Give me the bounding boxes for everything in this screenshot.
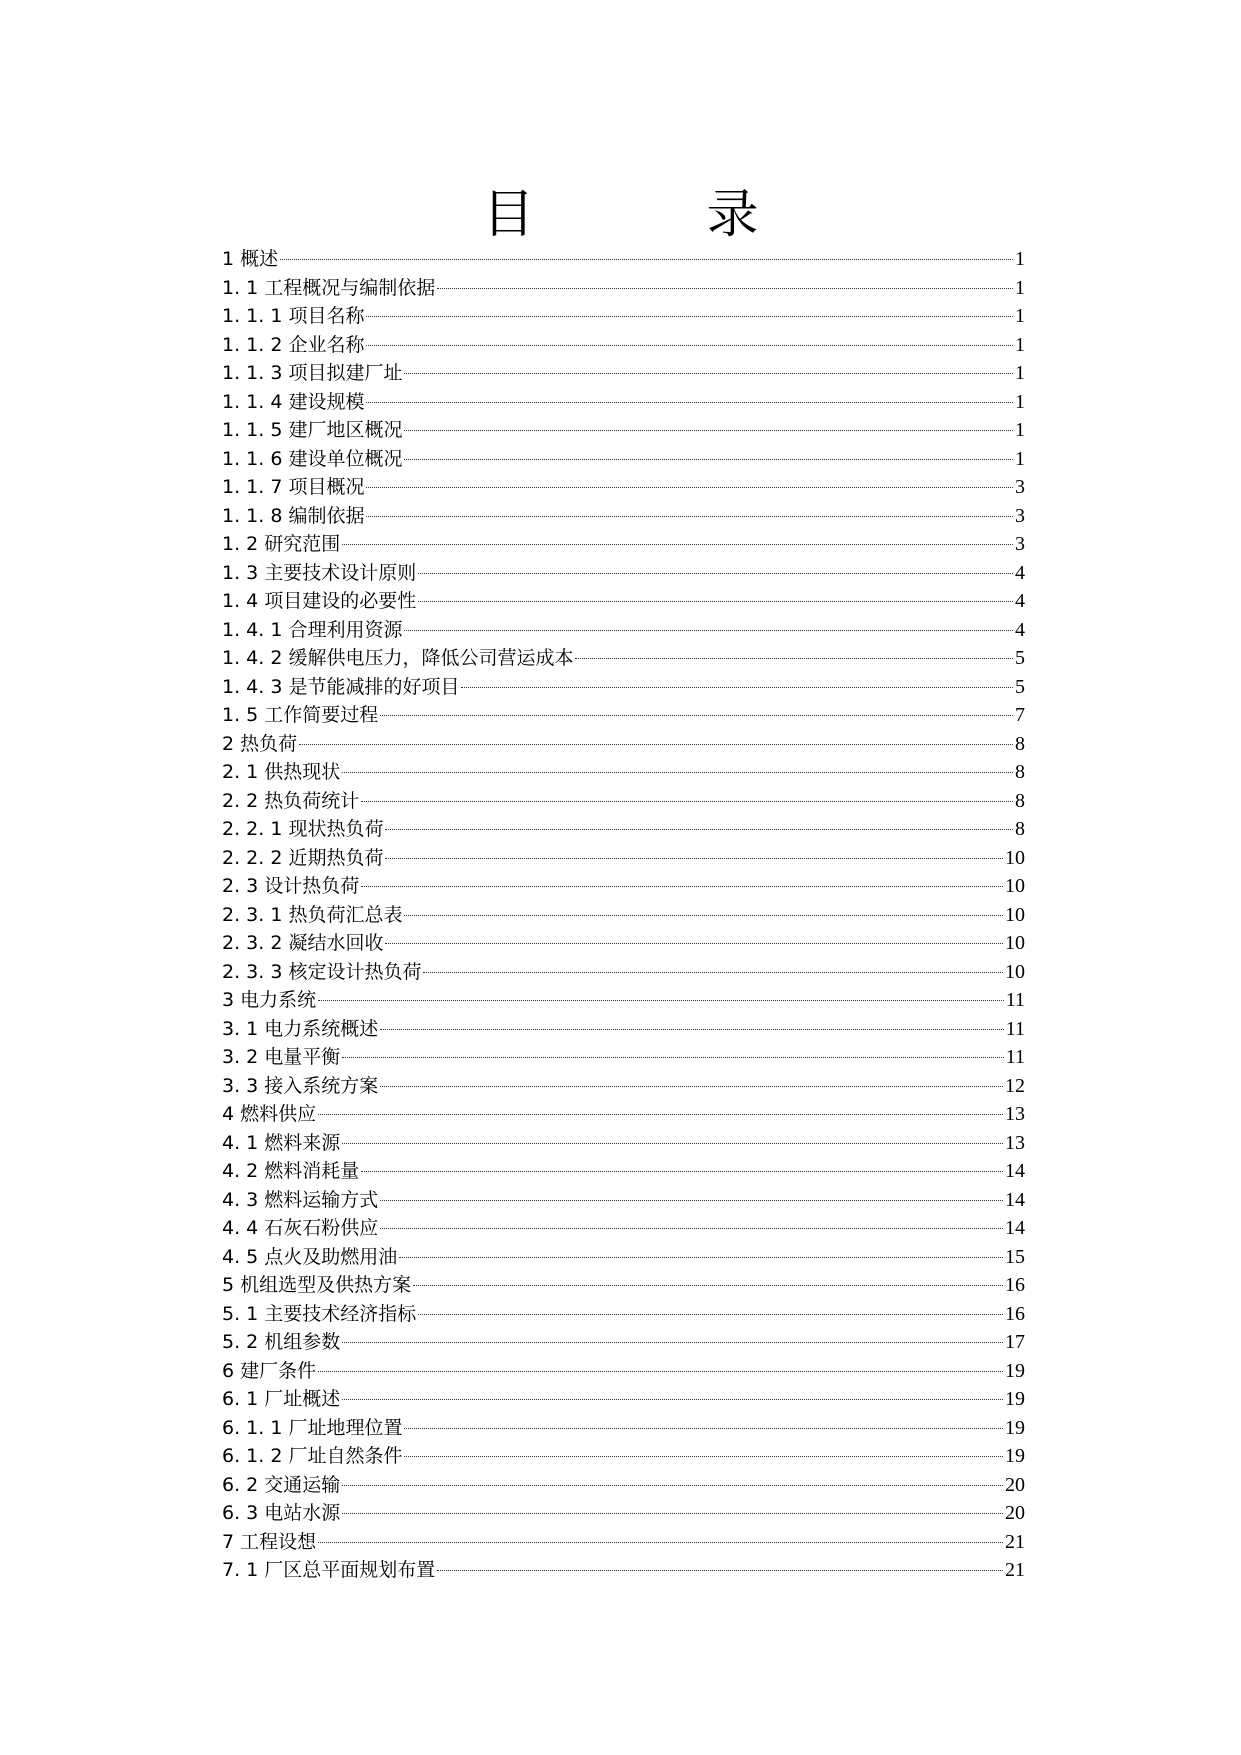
toc-entry-page-number: 19 — [1005, 1445, 1025, 1467]
toc-entry-page-number: 1 — [1015, 248, 1025, 270]
toc-leader-dots — [361, 1171, 1003, 1172]
table-of-contents — [222, 245, 1025, 1585]
toc-entry-page-number: 1 — [1015, 362, 1025, 384]
toc-entry-label: 4. 3 燃料运输方式 — [222, 1188, 379, 1211]
toc-entry-page-number: 3 — [1015, 504, 1025, 527]
toc-entry[interactable] — [222, 673, 1025, 702]
toc-entry-page-number: 20 — [1005, 1473, 1025, 1496]
toc-entry[interactable] — [222, 1528, 1025, 1557]
toc-entry[interactable] — [222, 1100, 1025, 1129]
toc-entry-page-number: 21 — [1005, 1559, 1025, 1581]
toc-leader-dots — [413, 1285, 1003, 1286]
page-title: 目 录 — [482, 184, 819, 245]
toc-entry[interactable] — [222, 616, 1025, 645]
toc-entry-page-number: 19 — [1005, 1388, 1025, 1410]
toc-entry-page-number: 21 — [1005, 1530, 1025, 1553]
toc-entry-label: 1. 1. 7 项目概况 — [222, 476, 365, 498]
toc-entry-page-number: 8 — [1015, 732, 1025, 755]
toc-entry-page-number: 5 — [1015, 647, 1025, 669]
toc-entry-page-number: 14 — [1005, 1217, 1025, 1239]
toc-entry-label: 6. 1. 2 厂址自然条件 — [222, 1445, 403, 1467]
toc-leader-dots — [404, 373, 1013, 374]
toc-entry-label: 2. 2. 2 近期热负荷 — [222, 846, 384, 869]
toc-entry-page-number: 15 — [1005, 1245, 1025, 1268]
toc-entry-page-number: 5 — [1015, 675, 1025, 698]
toc-entry-label: 2. 3. 1 热负荷汇总表 — [222, 903, 403, 926]
toc-entry[interactable] — [222, 1471, 1025, 1500]
toc-entry[interactable] — [222, 1499, 1025, 1528]
toc-entry-page-number: 3 — [1015, 533, 1025, 555]
toc-entry-label: 4. 2 燃料消耗量 — [222, 1160, 360, 1182]
toc-entry[interactable] — [222, 815, 1025, 844]
toc-entry-label: 1 概述 — [222, 248, 279, 270]
toc-entry-label: 1. 5 工作简要过程 — [222, 704, 379, 726]
toc-entry-page-number: 1 — [1015, 447, 1025, 470]
toc-entry[interactable] — [222, 587, 1025, 616]
toc-entry-label: 1. 3 主要技术设计原则 — [222, 561, 417, 584]
toc-entry-page-number: 10 — [1005, 932, 1025, 954]
toc-entry[interactable] — [222, 872, 1025, 901]
toc-entry[interactable] — [222, 844, 1025, 873]
toc-leader-dots — [366, 345, 1013, 346]
toc-entry[interactable] — [222, 1157, 1025, 1186]
toc-entry[interactable] — [222, 559, 1025, 588]
toc-entry[interactable] — [222, 274, 1025, 303]
toc-leader-dots — [342, 1057, 1003, 1058]
toc-leader-dots — [399, 1257, 1003, 1258]
toc-entry-label: 1. 1 工程概况与编制依据 — [222, 276, 436, 299]
toc-entry[interactable] — [222, 502, 1025, 531]
toc-leader-dots — [418, 1314, 1003, 1315]
toc-leader-dots — [385, 858, 1003, 859]
toc-entry-label: 2 热负荷 — [222, 732, 298, 755]
toc-entry-label: 3. 3 接入系统方案 — [222, 1074, 379, 1097]
toc-entry-label: 3 电力系统 — [222, 989, 317, 1011]
toc-entry[interactable] — [222, 701, 1025, 730]
toc-leader-dots — [342, 1513, 1003, 1514]
toc-entry[interactable] — [222, 958, 1025, 987]
toc-entry-label: 1. 1. 1 项目名称 — [222, 305, 365, 327]
toc-entry[interactable] — [222, 1214, 1025, 1243]
toc-entry-label: 1. 1. 2 企业名称 — [222, 333, 365, 356]
toc-entry-label: 2. 1 供热现状 — [222, 761, 341, 783]
toc-entry-page-number: 3 — [1015, 476, 1025, 498]
toc-entry-label: 5. 1 主要技术经济指标 — [222, 1302, 417, 1325]
toc-entry[interactable] — [222, 901, 1025, 930]
toc-entry[interactable] — [222, 986, 1025, 1015]
toc-entry[interactable] — [222, 331, 1025, 360]
toc-entry-page-number: 11 — [1005, 1046, 1025, 1068]
toc-leader-dots — [342, 1485, 1003, 1486]
toc-entry-label: 4. 1 燃料来源 — [222, 1131, 341, 1154]
toc-leader-dots — [318, 1114, 1003, 1115]
toc-entry[interactable] — [222, 758, 1025, 787]
toc-entry[interactable] — [222, 1129, 1025, 1158]
toc-entry[interactable] — [222, 1442, 1025, 1471]
toc-entry[interactable] — [222, 1186, 1025, 1215]
toc-leader-dots — [380, 1228, 1003, 1229]
toc-entry-page-number: 1 — [1015, 333, 1025, 356]
toc-entry-page-number: 10 — [1005, 846, 1025, 869]
toc-entry-label: 1. 1. 8 编制依据 — [222, 504, 365, 527]
toc-entry-page-number: 16 — [1005, 1274, 1025, 1296]
toc-entry-page-number: 20 — [1005, 1502, 1025, 1524]
toc-entry-label: 5. 2 机组参数 — [222, 1331, 341, 1353]
toc-entry-page-number: 19 — [1005, 1359, 1025, 1382]
toc-leader-dots — [299, 744, 1013, 745]
toc-entry-label: 1. 1. 4 建设规模 — [222, 390, 365, 413]
toc-leader-dots — [342, 1143, 1003, 1144]
toc-entry-label: 1. 1. 5 建厂地区概况 — [222, 419, 403, 441]
toc-leader-dots — [437, 288, 1013, 289]
toc-entry-page-number: 11 — [1005, 989, 1025, 1011]
toc-leader-dots — [366, 487, 1013, 488]
toc-entry-page-number: 10 — [1005, 903, 1025, 926]
toc-entry-page-number: 10 — [1005, 875, 1025, 897]
toc-entry-label: 1. 1. 3 项目拟建厂址 — [222, 362, 403, 384]
toc-entry-label: 2. 3. 2 凝结水回收 — [222, 932, 384, 954]
toc-entry[interactable] — [222, 530, 1025, 559]
toc-leader-dots — [380, 715, 1013, 716]
toc-entry-page-number: 7 — [1015, 704, 1025, 726]
toc-entry[interactable] — [222, 473, 1025, 502]
toc-leader-dots — [380, 1086, 1003, 1087]
toc-entry-label: 1. 1. 6 建设单位概况 — [222, 447, 403, 470]
toc-entry[interactable] — [222, 1243, 1025, 1272]
toc-entry-label: 1. 4 项目建设的必要性 — [222, 590, 417, 612]
toc-leader-dots — [404, 1428, 1003, 1429]
toc-entry[interactable] — [222, 1328, 1025, 1357]
toc-entry-label: 3. 2 电量平衡 — [222, 1046, 341, 1068]
toc-entry-page-number: 1 — [1015, 305, 1025, 327]
toc-leader-dots — [318, 1000, 1004, 1001]
toc-entry-label: 6. 2 交通运输 — [222, 1473, 341, 1496]
toc-entry-page-number: 14 — [1005, 1160, 1025, 1182]
toc-entry[interactable] — [222, 1271, 1025, 1300]
toc-entry-label: 1. 4. 1 合理利用资源 — [222, 618, 403, 641]
toc-leader-dots — [280, 259, 1013, 260]
toc-leader-dots — [385, 829, 1013, 830]
toc-entry[interactable] — [222, 730, 1025, 759]
toc-entry-page-number: 12 — [1005, 1074, 1025, 1097]
toc-entry-page-number: 8 — [1015, 818, 1025, 840]
toc-entry[interactable] — [222, 1072, 1025, 1101]
toc-entry-label: 2. 3 设计热负荷 — [222, 875, 360, 897]
toc-entry[interactable] — [222, 1414, 1025, 1443]
toc-entry[interactable] — [222, 302, 1025, 331]
toc-leader-dots — [318, 1542, 1003, 1543]
toc-entry-label: 6. 1. 1 厂址地理位置 — [222, 1416, 403, 1439]
toc-entry-label: 3. 1 电力系统概述 — [222, 1017, 379, 1040]
toc-entry-label: 7 工程设想 — [222, 1530, 317, 1553]
toc-leader-dots — [318, 1371, 1003, 1372]
toc-entry[interactable] — [222, 644, 1025, 673]
toc-leader-dots — [342, 1342, 1003, 1343]
toc-entry-page-number: 11 — [1005, 1017, 1025, 1040]
toc-entry[interactable] — [222, 1385, 1025, 1414]
toc-leader-dots — [418, 573, 1013, 574]
toc-entry-label: 2. 2 热负荷统计 — [222, 789, 360, 812]
toc-leader-dots — [361, 801, 1013, 802]
toc-entry-page-number: 4 — [1015, 590, 1025, 612]
toc-entry-page-number: 1 — [1015, 276, 1025, 299]
toc-leader-dots — [418, 601, 1013, 602]
toc-entry-label: 2. 2. 1 现状热负荷 — [222, 818, 384, 840]
toc-entry[interactable] — [222, 445, 1025, 474]
toc-entry-page-number: 4 — [1015, 618, 1025, 641]
toc-entry[interactable] — [222, 359, 1025, 388]
toc-entry[interactable] — [222, 1015, 1025, 1044]
toc-leader-dots — [380, 1200, 1003, 1201]
toc-entry-page-number: 13 — [1005, 1103, 1025, 1125]
toc-entry-page-number: 10 — [1005, 960, 1025, 983]
toc-leader-dots — [342, 544, 1013, 545]
toc-leader-dots — [461, 687, 1013, 688]
toc-entry-page-number: 8 — [1015, 761, 1025, 783]
toc-entry-label: 1. 2 研究范围 — [222, 533, 341, 555]
toc-entry-label: 5 机组选型及供热方案 — [222, 1274, 412, 1296]
toc-entry-page-number: 14 — [1005, 1188, 1025, 1211]
toc-leader-dots — [366, 402, 1013, 403]
toc-entry[interactable] — [222, 1556, 1025, 1585]
toc-leader-dots — [575, 658, 1013, 659]
toc-leader-dots — [361, 886, 1003, 887]
toc-entry-label: 6. 1 厂址概述 — [222, 1388, 341, 1410]
toc-entry-page-number: 17 — [1005, 1331, 1025, 1353]
toc-leader-dots — [385, 943, 1003, 944]
toc-entry-label: 4 燃料供应 — [222, 1103, 317, 1125]
toc-entry-label: 1. 4. 2 缓解供电压力，降低公司营运成本 — [222, 647, 574, 669]
toc-leader-dots — [404, 430, 1013, 431]
toc-leader-dots — [404, 459, 1013, 460]
toc-entry-page-number: 13 — [1005, 1131, 1025, 1154]
toc-leader-dots — [437, 1570, 1003, 1571]
toc-leader-dots — [404, 1456, 1003, 1457]
toc-entry-page-number: 19 — [1005, 1416, 1025, 1439]
toc-entry-label: 1. 4. 3 是节能减排的好项目 — [222, 675, 460, 698]
toc-entry[interactable] — [222, 787, 1025, 816]
toc-leader-dots — [342, 772, 1013, 773]
toc-leader-dots — [404, 630, 1013, 631]
toc-entry-label: 7. 1 厂区总平面规划布置 — [222, 1559, 436, 1581]
toc-entry-page-number: 1 — [1015, 390, 1025, 413]
toc-entry-label: 6 建厂条件 — [222, 1359, 317, 1382]
toc-entry-page-number: 1 — [1015, 419, 1025, 441]
toc-leader-dots — [404, 915, 1003, 916]
toc-entry[interactable] — [222, 1357, 1025, 1386]
toc-entry[interactable] — [222, 245, 1025, 274]
toc-entry[interactable] — [222, 1043, 1025, 1072]
toc-leader-dots — [380, 1029, 1003, 1030]
toc-entry-page-number: 4 — [1015, 561, 1025, 584]
toc-entry-label: 4. 4 石灰石粉供应 — [222, 1217, 379, 1239]
toc-entry-page-number: 16 — [1005, 1302, 1025, 1325]
toc-leader-dots — [423, 972, 1003, 973]
toc-entry-label: 2. 3. 3 核定设计热负荷 — [222, 960, 422, 983]
toc-entry-page-number: 8 — [1015, 789, 1025, 812]
toc-entry-label: 4. 5 点火及助燃用油 — [222, 1245, 398, 1268]
toc-entry[interactable] — [222, 929, 1025, 958]
toc-leader-dots — [366, 516, 1013, 517]
toc-entry[interactable] — [222, 388, 1025, 417]
toc-entry-label: 6. 3 电站水源 — [222, 1502, 341, 1524]
toc-entry[interactable] — [222, 1300, 1025, 1329]
toc-leader-dots — [342, 1399, 1003, 1400]
toc-leader-dots — [366, 316, 1013, 317]
toc-entry[interactable] — [222, 416, 1025, 445]
